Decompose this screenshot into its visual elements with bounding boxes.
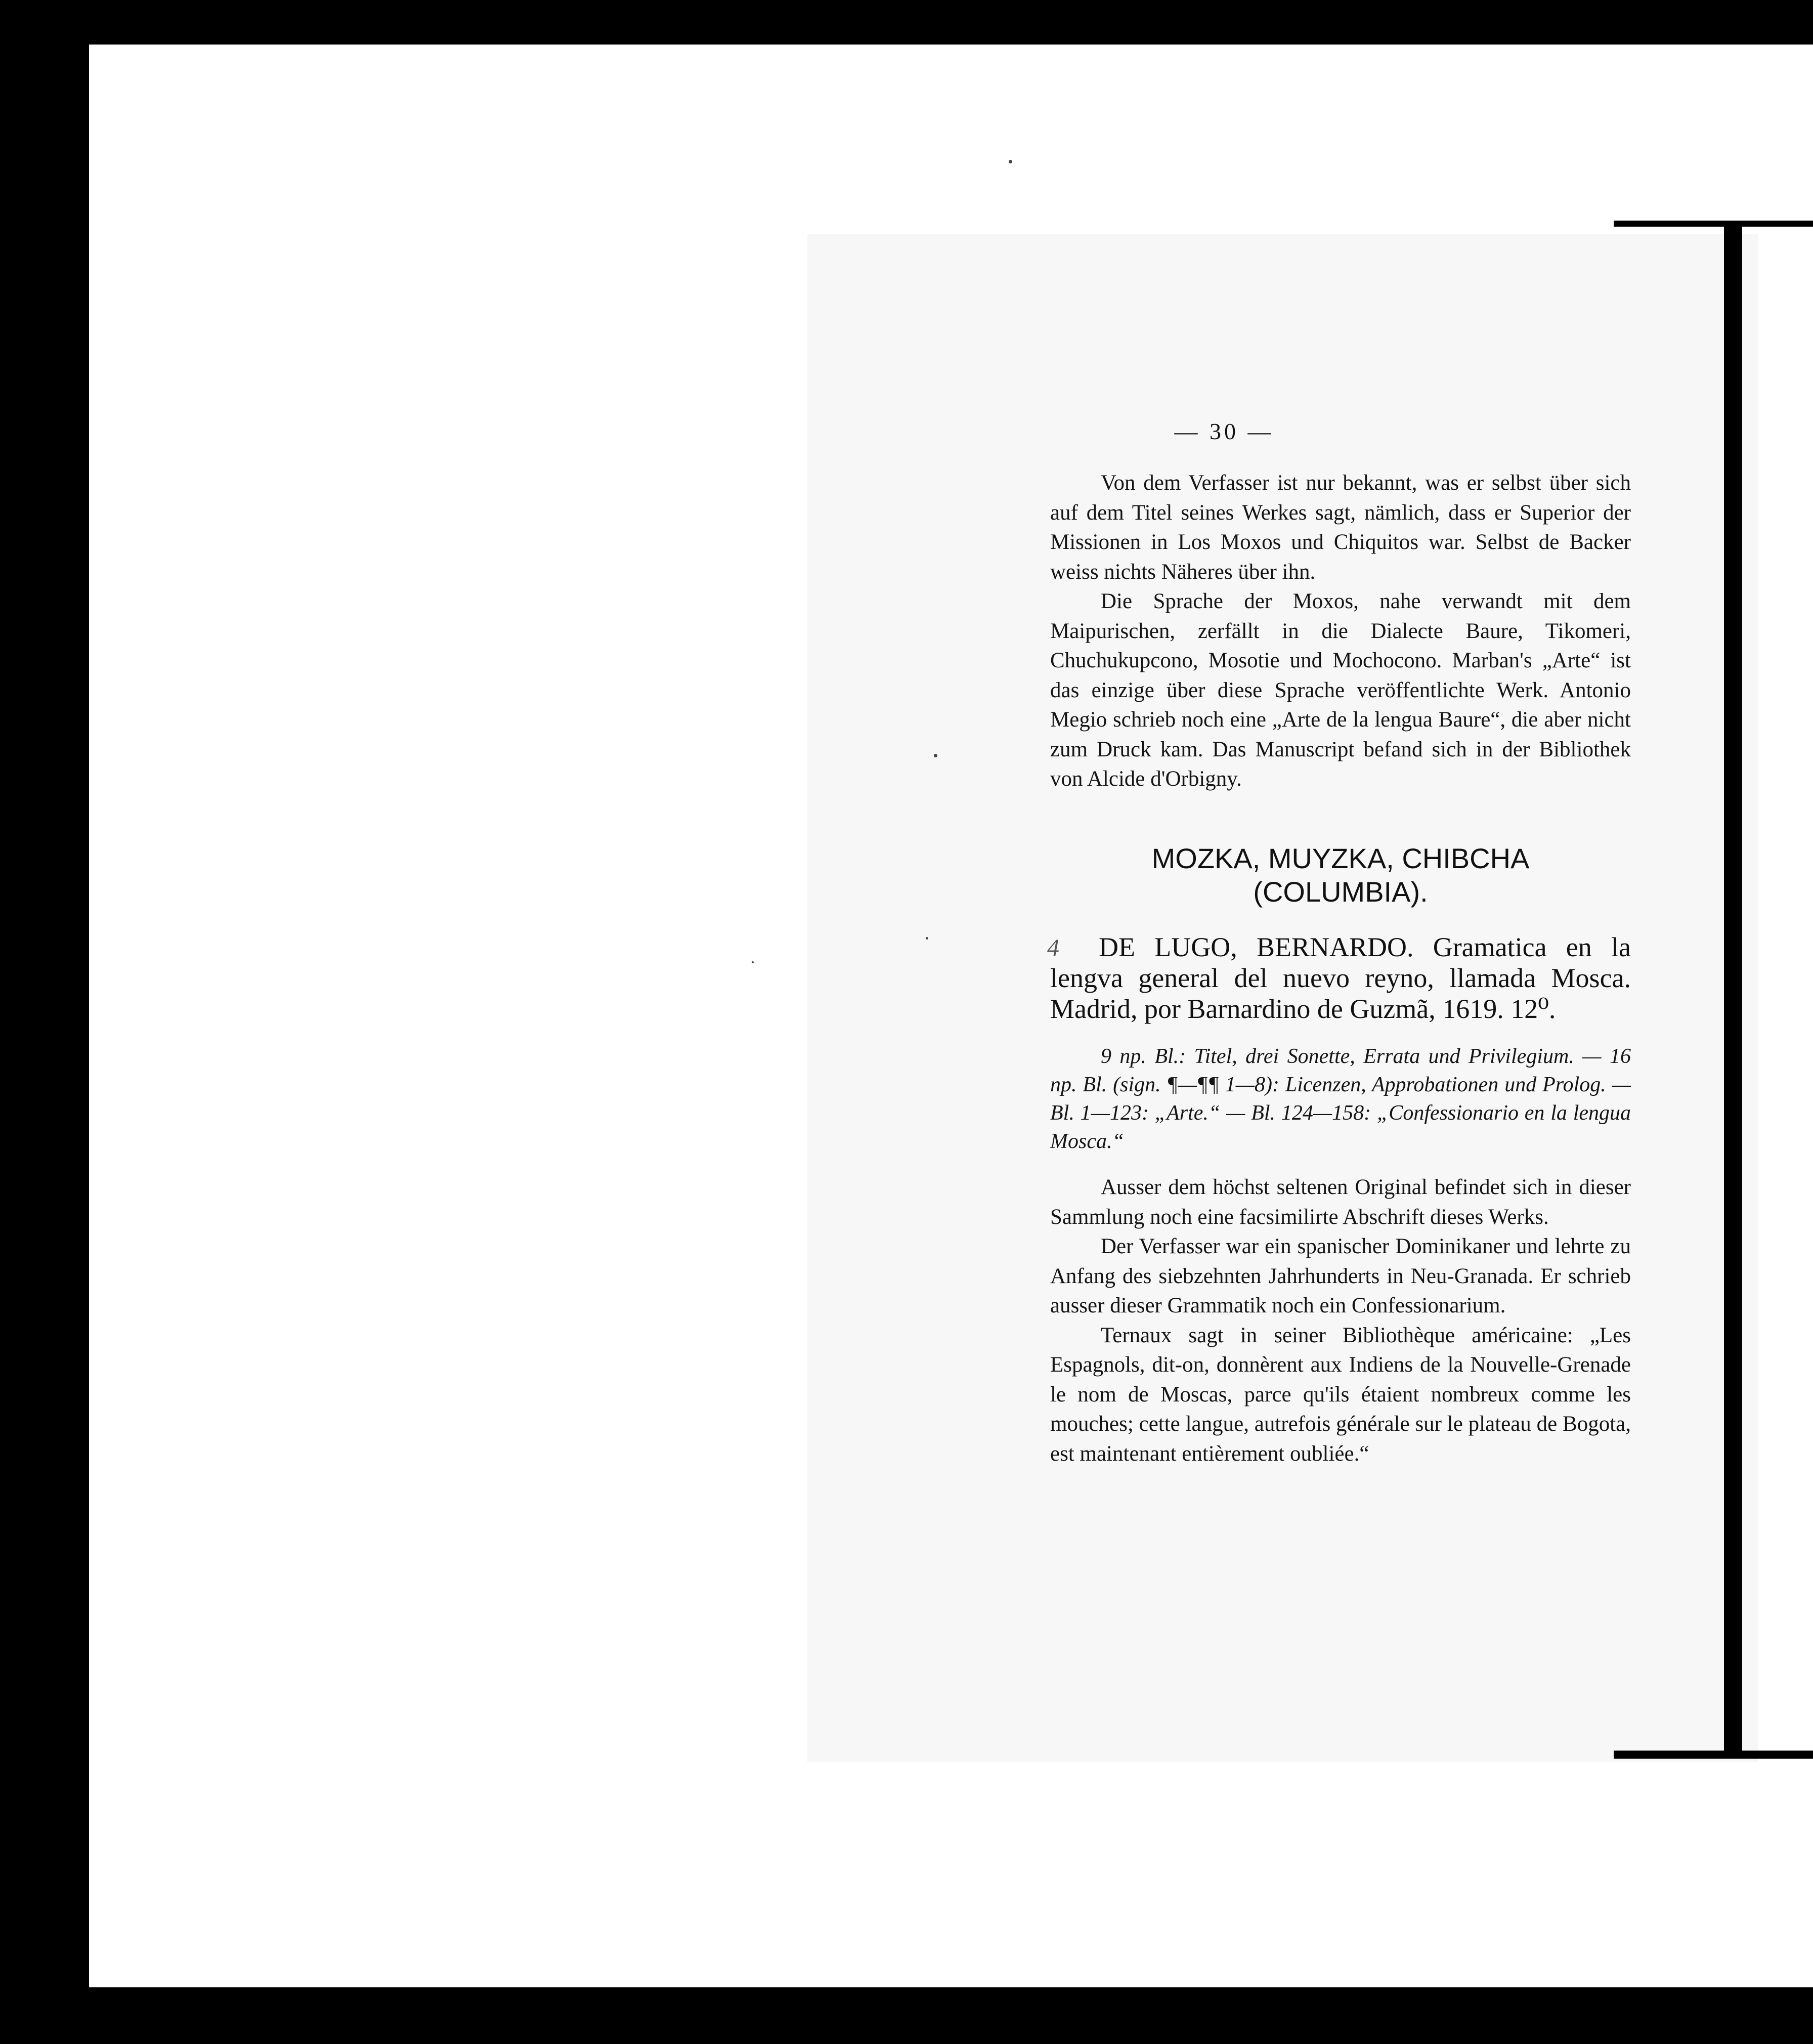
collation-note [1050,1042,1631,1156]
commentary-paragraph: Ausser dem höchst seltenen Original befindet sich in dieser Sammlung noch eine facsimilirte Abschrift dieses Werks. [1050,1175,1631,1229]
collation-text: 9 np. Bl.: Titel, drei Sonette, Errata und Privilegium. — 16 np. Bl. (sign. ¶—¶¶ 1—8): Licenzen, Approbationen und Prolog. — Bl. 1—123: „Arte.“ — Bl. 124—158: „Confessionario en la lengua Mosca.“ [1050,1045,1631,1153]
entry-commentary [1050,1173,1631,1469]
scan-speck [1009,160,1012,163]
bibliography-entry [1050,932,1631,1025]
entry-title-line: lengva general del nuevo reyno, llamada Mosca. [1050,963,1631,993]
section-heading [1050,842,1631,909]
scan-speck [926,937,928,940]
frame-rule-top [1614,221,1813,227]
intro-paragraph: Die Sprache der Moxos, nahe verwandt mit dem Maipurischen, zerfällt in die Dialecte Baure, Tikomeri, Chuchukupcono, Mosotie und Mochocono. Marban's „Arte“ ist das einzige über diese Sprache veröffentlichte Werk. Antonio Megio schrieb noch eine „Arte de la lengua Baure“, die aber nicht zum Druck kam. Das Manuscript befand sich in der Bibliothek von Alcide d'Orbigny. [1050,589,1631,791]
scan-speck [752,961,754,963]
intro-paragraph: Von dem Verfasser ist nur bekannt, was er selbst über sich auf dem Titel seines Werkes sagt, nämlich, dass er Superior der Missionen in Los Moxos und Chiquitos war. Selbst de Backer weiss nichts Näheres über ihn. [1050,471,1631,584]
page-number: — 30 — [1174,418,1274,444]
frame-rule-vertical [1724,225,1742,1758]
entry-title-line: Madrid, por Barnardino de Guzmã, 1619. 12⁰. [1050,994,1556,1024]
intro-text [1050,469,1631,794]
margin-pencil-mark: 4 [1047,934,1059,961]
commentary-paragraph: Der Verfasser war ein spanischer Dominikaner und lehrte zu Anfang des siebzehnten Jahrhunderts in Neu-Granada. Er schrieb ausser dieser Grammatik noch ein Confessionarium. [1050,1234,1631,1317]
commentary-paragraph: Ternaux sagt in seiner Bibliothèque américaine: „Les Espagnols, dit-on, donnèrent aux Indiens de la Nouvelle-Grenade le nom de Moscas, parce qu'ils étaient nombreux comme les mouches; cette langue, autrefois générale sur le plateau de Bogota, est maintenant entièrement oubliée.“ [1050,1323,1631,1466]
scan-speck [934,754,937,757]
entry-title-line: DE LUGO, BERNARDO. Gramatica en la [1099,932,1631,962]
section-heading-line: (COLUMBIA). [1253,876,1428,908]
frame-rule-bottom [1614,1751,1813,1759]
section-heading-line: MOZKA, MUYZKA, CHIBCHA [1151,842,1530,874]
